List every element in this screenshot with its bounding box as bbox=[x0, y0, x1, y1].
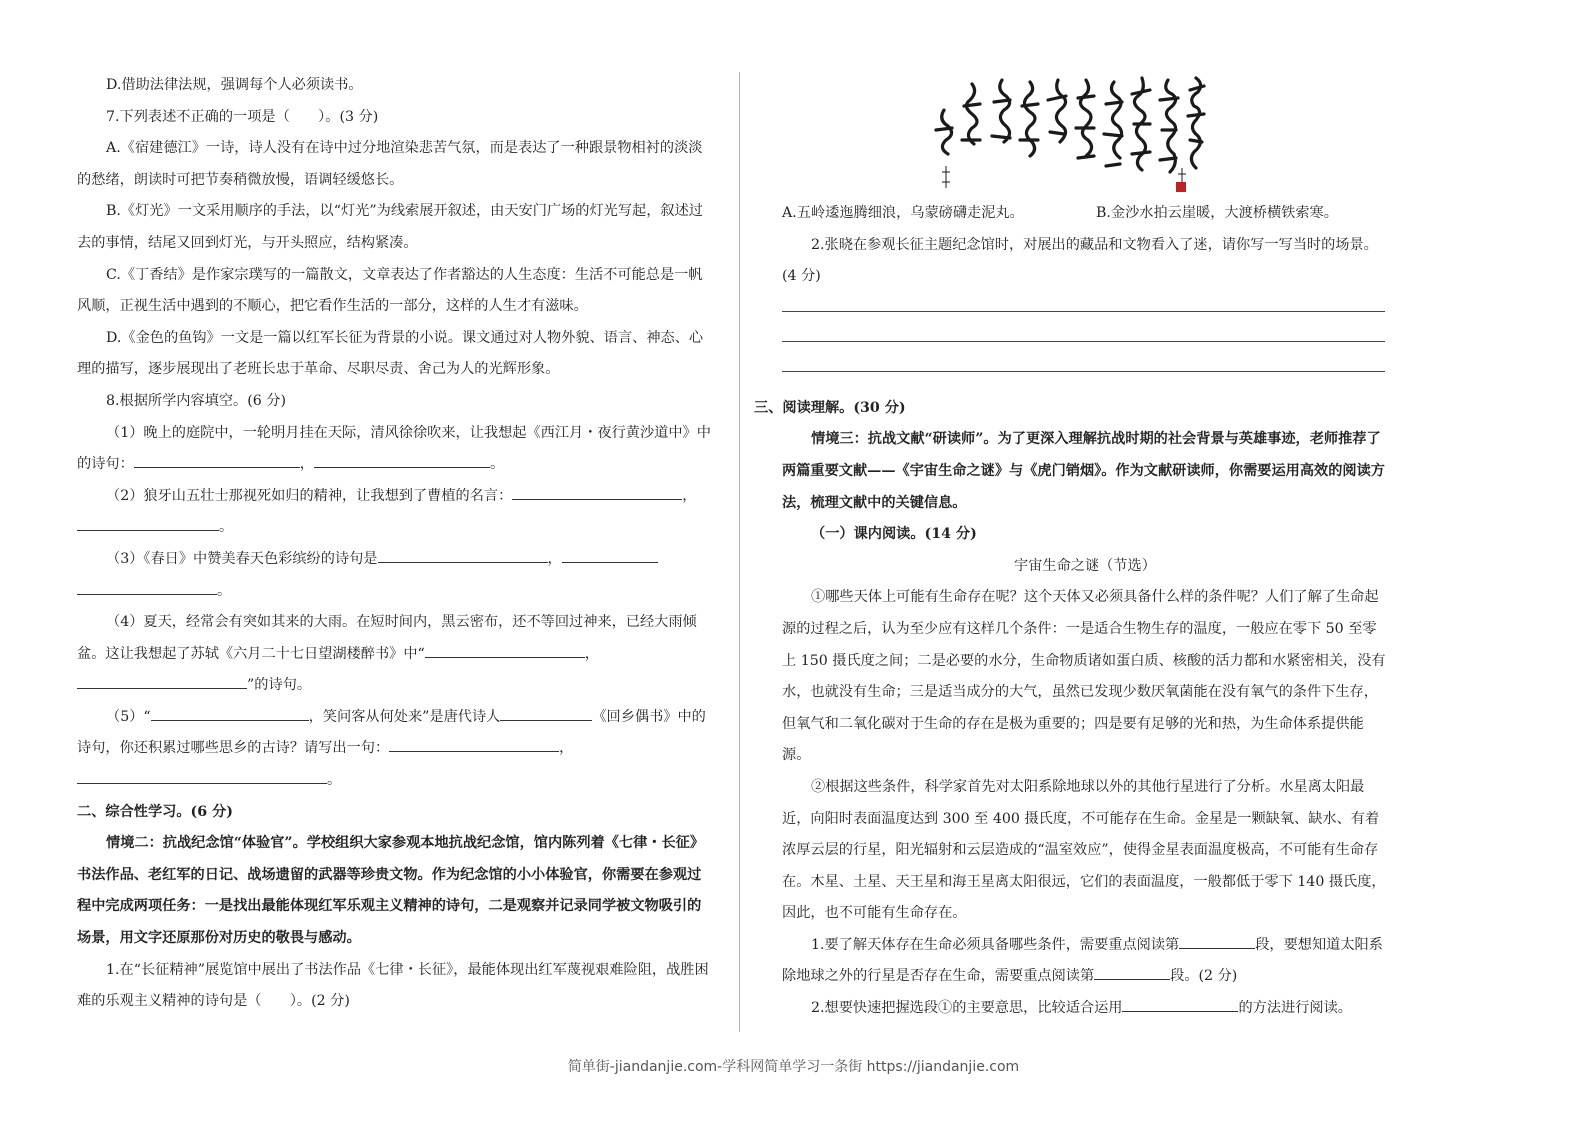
s2-q1-options bbox=[782, 198, 1388, 230]
q7-option-d: D.《金色的鱼钩》一文是一篇以红军长征为背景的小说。课文通过对人物外貌、语言、神态、心理的描写，逐步展现出了老班长忠于革命、尽职尽责、舍己为人的光辉形象。 bbox=[77, 329, 704, 378]
subsection-1-title: （一）课内阅读。(14 分) bbox=[811, 526, 977, 543]
q8-4-text: （4）夏天，经常会有突如其来的大雨。在短时间内，黑云密布，还不等回过神来，已经大雨倾盆。这让我想起了苏轼《六月二十七日望湖楼醉书》中“ bbox=[77, 614, 697, 662]
article-paragraph-1: ①哪些天体上可能有生命存在呢？这个天体又必须具备什么样的条件呢？人们了解了生命起源的过程之后，认为至少应有这样几个条件：一是适合生物生存的温度，一般应在零下 50 至零上 150 摄氏度之间；二是必要的水分，生命物质诸如蛋白质、核酸的活力都和水紧密相关，没有水，也就没有生命；三是适当成分的大气，虽然已发现少数厌氧菌能在没有氧气的条件下生存，但氧气和二氧化碳对于生命的存在是极为重要的；四是要有足够的光和热，为生命体系提供能源。 bbox=[782, 589, 1386, 764]
q8-stem: 8.根据所学内容填空。(6 分) bbox=[106, 392, 287, 409]
scene-2-text: 情境二：抗战纪念馆“体验官”。学校组织大家参观本地抗战纪念馆，馆内陈列着《七律・长征》书法作品、老红军的日记、战场遗留的武器等珍贵文物。作为纪念馆的小小体验官，你需要在参观过程中完成两项任务：一是找出最能体现红军乐观主义精神的诗句，二是观察并记录同学被文物吸引的场景，用文字还原那份对历史的敬畏与感动。 bbox=[77, 835, 705, 947]
scene-3-text: 情境三：抗战文献“研读师”。为了更深入理解抗战时期的社会背景与英雄事迹，老师推荐了两篇重要文献——《宇宙生命之谜》与《虎门销烟》。作为文献研读师，你需要运用高效的阅读方法，梳理文献中的关键信息。 bbox=[782, 431, 1385, 511]
s2-question-1: 1.在“长征精神”展览馆中展出了书法作品《七律・长征》，最能体现出红军蔑视艰难险阻，战胜困难的乐观主义精神的诗句是（ ）。(2 分) bbox=[77, 961, 709, 1010]
q7-option-b: B.《灯光》一文采用顺序的手法，以“灯光”为线索展开叙述，由天安门广场的灯光写起，叙述过去的事情，结尾又回到灯光，与开头照应，结构紧凑。 bbox=[77, 203, 703, 251]
period: 。 bbox=[489, 456, 505, 473]
q8-item-4 bbox=[77, 607, 713, 702]
column-divider bbox=[739, 72, 740, 1032]
section-3-title: 三、阅读理解。(30 分) bbox=[754, 399, 906, 416]
r-q1-part-b: 段，要想知道太阳系除地球之外的行星是否存在生命，需要重点阅读第 bbox=[782, 936, 1383, 985]
period: 。 bbox=[217, 582, 232, 599]
answer-blank[interactable] bbox=[378, 545, 548, 563]
section-2-title: 二、综合性学习。(6 分) bbox=[77, 803, 233, 820]
q8-item-5 bbox=[77, 702, 713, 797]
answer-blank[interactable] bbox=[425, 640, 585, 658]
s2-q1-option-a: A.五岭逶迤腾细浪，乌蒙磅礴走泥丸。 bbox=[782, 205, 1024, 221]
answer-blank[interactable] bbox=[1094, 962, 1170, 980]
r-q1-part-a: 1.要了解天体存在生命必须具备哪些条件，需要重点阅读第 bbox=[811, 936, 1180, 953]
answer-blank[interactable] bbox=[314, 450, 490, 468]
answer-blank[interactable] bbox=[134, 450, 300, 468]
answer-blank[interactable] bbox=[562, 545, 658, 563]
q7-option-a: A.《宿建德江》一诗，诗人没有在诗中过分地渲染悲苦气氛，而是表达了一种跟景物相衬的淡淡的愁绪，朗读时可把节奏稍微放慢，语调轻缓悠长。 bbox=[77, 140, 703, 188]
q8-4-tail: ”的诗句。 bbox=[247, 677, 312, 694]
article-paragraph-2: ②根据这些条件，科学家首先对太阳系除地球以外的其他行星进行了分析。水星离太阳最近，向阳时表面温度达到 300 至 400 摄氏度，不可能存在生命。金星是一颗缺氧、缺水、有着浓厚云层的行星，阳光辐射和云层造成的“温室效应”，使得金星表面温度极高，不可能有生命存在。木星、土星、天王星和海王星离太阳很远，它们的表面温度，一般都低于零下 140 摄氏度，因此，也不可能有生命存在。 bbox=[782, 778, 1386, 922]
answer-blank[interactable] bbox=[670, 482, 682, 500]
answer-blank[interactable] bbox=[1179, 931, 1255, 949]
right-column bbox=[754, 70, 1388, 1025]
q8-5-mid: ，笑问客从何处来”是唐代诗人 bbox=[308, 708, 501, 725]
comma: ， bbox=[682, 487, 697, 504]
answer-blank[interactable] bbox=[77, 513, 219, 531]
answer-blank[interactable] bbox=[512, 482, 670, 500]
answer-blank[interactable] bbox=[77, 766, 327, 784]
answer-blank[interactable] bbox=[151, 703, 309, 721]
r-q2-part-a: 2.想要快速把握选段①的主要意思，比较适合运用 bbox=[811, 1000, 1123, 1017]
left-column bbox=[77, 70, 713, 1018]
comma: ， bbox=[559, 740, 574, 757]
q8-5-open-quote: （5）“ bbox=[106, 708, 151, 725]
s2-q1-option-b: B.金沙水拍云崖暖，大渡桥横铁索寒。 bbox=[1096, 205, 1338, 221]
q8-item-1 bbox=[77, 418, 713, 481]
answer-line[interactable] bbox=[782, 371, 1385, 372]
q8-2-text: （2）狼牙山五壮士那视死如归的精神，让我想到了曹植的名言： bbox=[106, 487, 513, 504]
comma: ， bbox=[299, 456, 314, 473]
comma: ， bbox=[547, 550, 562, 567]
r-q2-part-b: 的方法进行阅读。 bbox=[1238, 1000, 1352, 1017]
s2-question-2: 2.张晓在参观长征主题纪念馆时，对展出的藏品和文物看入了迷，请你写一写当时的场景。(4 分) bbox=[782, 236, 1378, 285]
q8-5-tail: 《回乡偶书》中的诗句，你还积累过哪些思乡的古诗？请写出一句： bbox=[77, 708, 706, 757]
reading-question-1 bbox=[782, 930, 1388, 993]
answer-blank[interactable] bbox=[500, 703, 592, 721]
answer-line[interactable] bbox=[782, 311, 1385, 312]
comma: ， bbox=[584, 645, 599, 662]
page-footer: 简单街-jiandanjie.com-学科网简单学习一条街 https://jiandanjie.com bbox=[567, 1059, 1020, 1075]
answer-blank[interactable] bbox=[77, 671, 247, 689]
q6-option-d: D.借助法律法规，强调每个人必须读书。 bbox=[106, 77, 363, 93]
period: 。 bbox=[327, 772, 342, 789]
answer-blank[interactable] bbox=[389, 734, 559, 752]
q8-3-text: （3）《春日》中赞美春天色彩缤纷的诗句是 bbox=[106, 550, 378, 567]
answer-line[interactable] bbox=[782, 341, 1385, 342]
r-q1-part-c: 段。(2 分) bbox=[1170, 968, 1238, 985]
q7-stem: 7.下列表述不正确的一项是（ ）。(3 分) bbox=[106, 108, 379, 125]
q8-1-text: （1）晚上的庭院中，一轮明月挂在天际，清风徐徐吹来，让我想起《西江月・夜行黄沙道中》中的诗句： bbox=[77, 424, 711, 473]
reading-question-2 bbox=[782, 993, 1388, 1025]
calligraphy-image bbox=[928, 70, 1214, 198]
period: 。 bbox=[219, 519, 234, 536]
answer-lines bbox=[782, 293, 1388, 372]
q8-item-2 bbox=[77, 481, 713, 544]
q7-option-c: C.《丁香结》是作家宗璞写的一篇散文，文章表达了作者豁达的人生态度：生活不可能总是一帆风顺，正视生活中遇到的不顺心，把它看作生活的一部分，这样的人生才有滋味。 bbox=[77, 266, 703, 315]
q8-item-3 bbox=[77, 544, 713, 607]
article-title: 宇宙生命之谜（节选） bbox=[1014, 557, 1156, 574]
answer-blank[interactable] bbox=[77, 577, 217, 595]
answer-blank[interactable] bbox=[1122, 994, 1238, 1012]
